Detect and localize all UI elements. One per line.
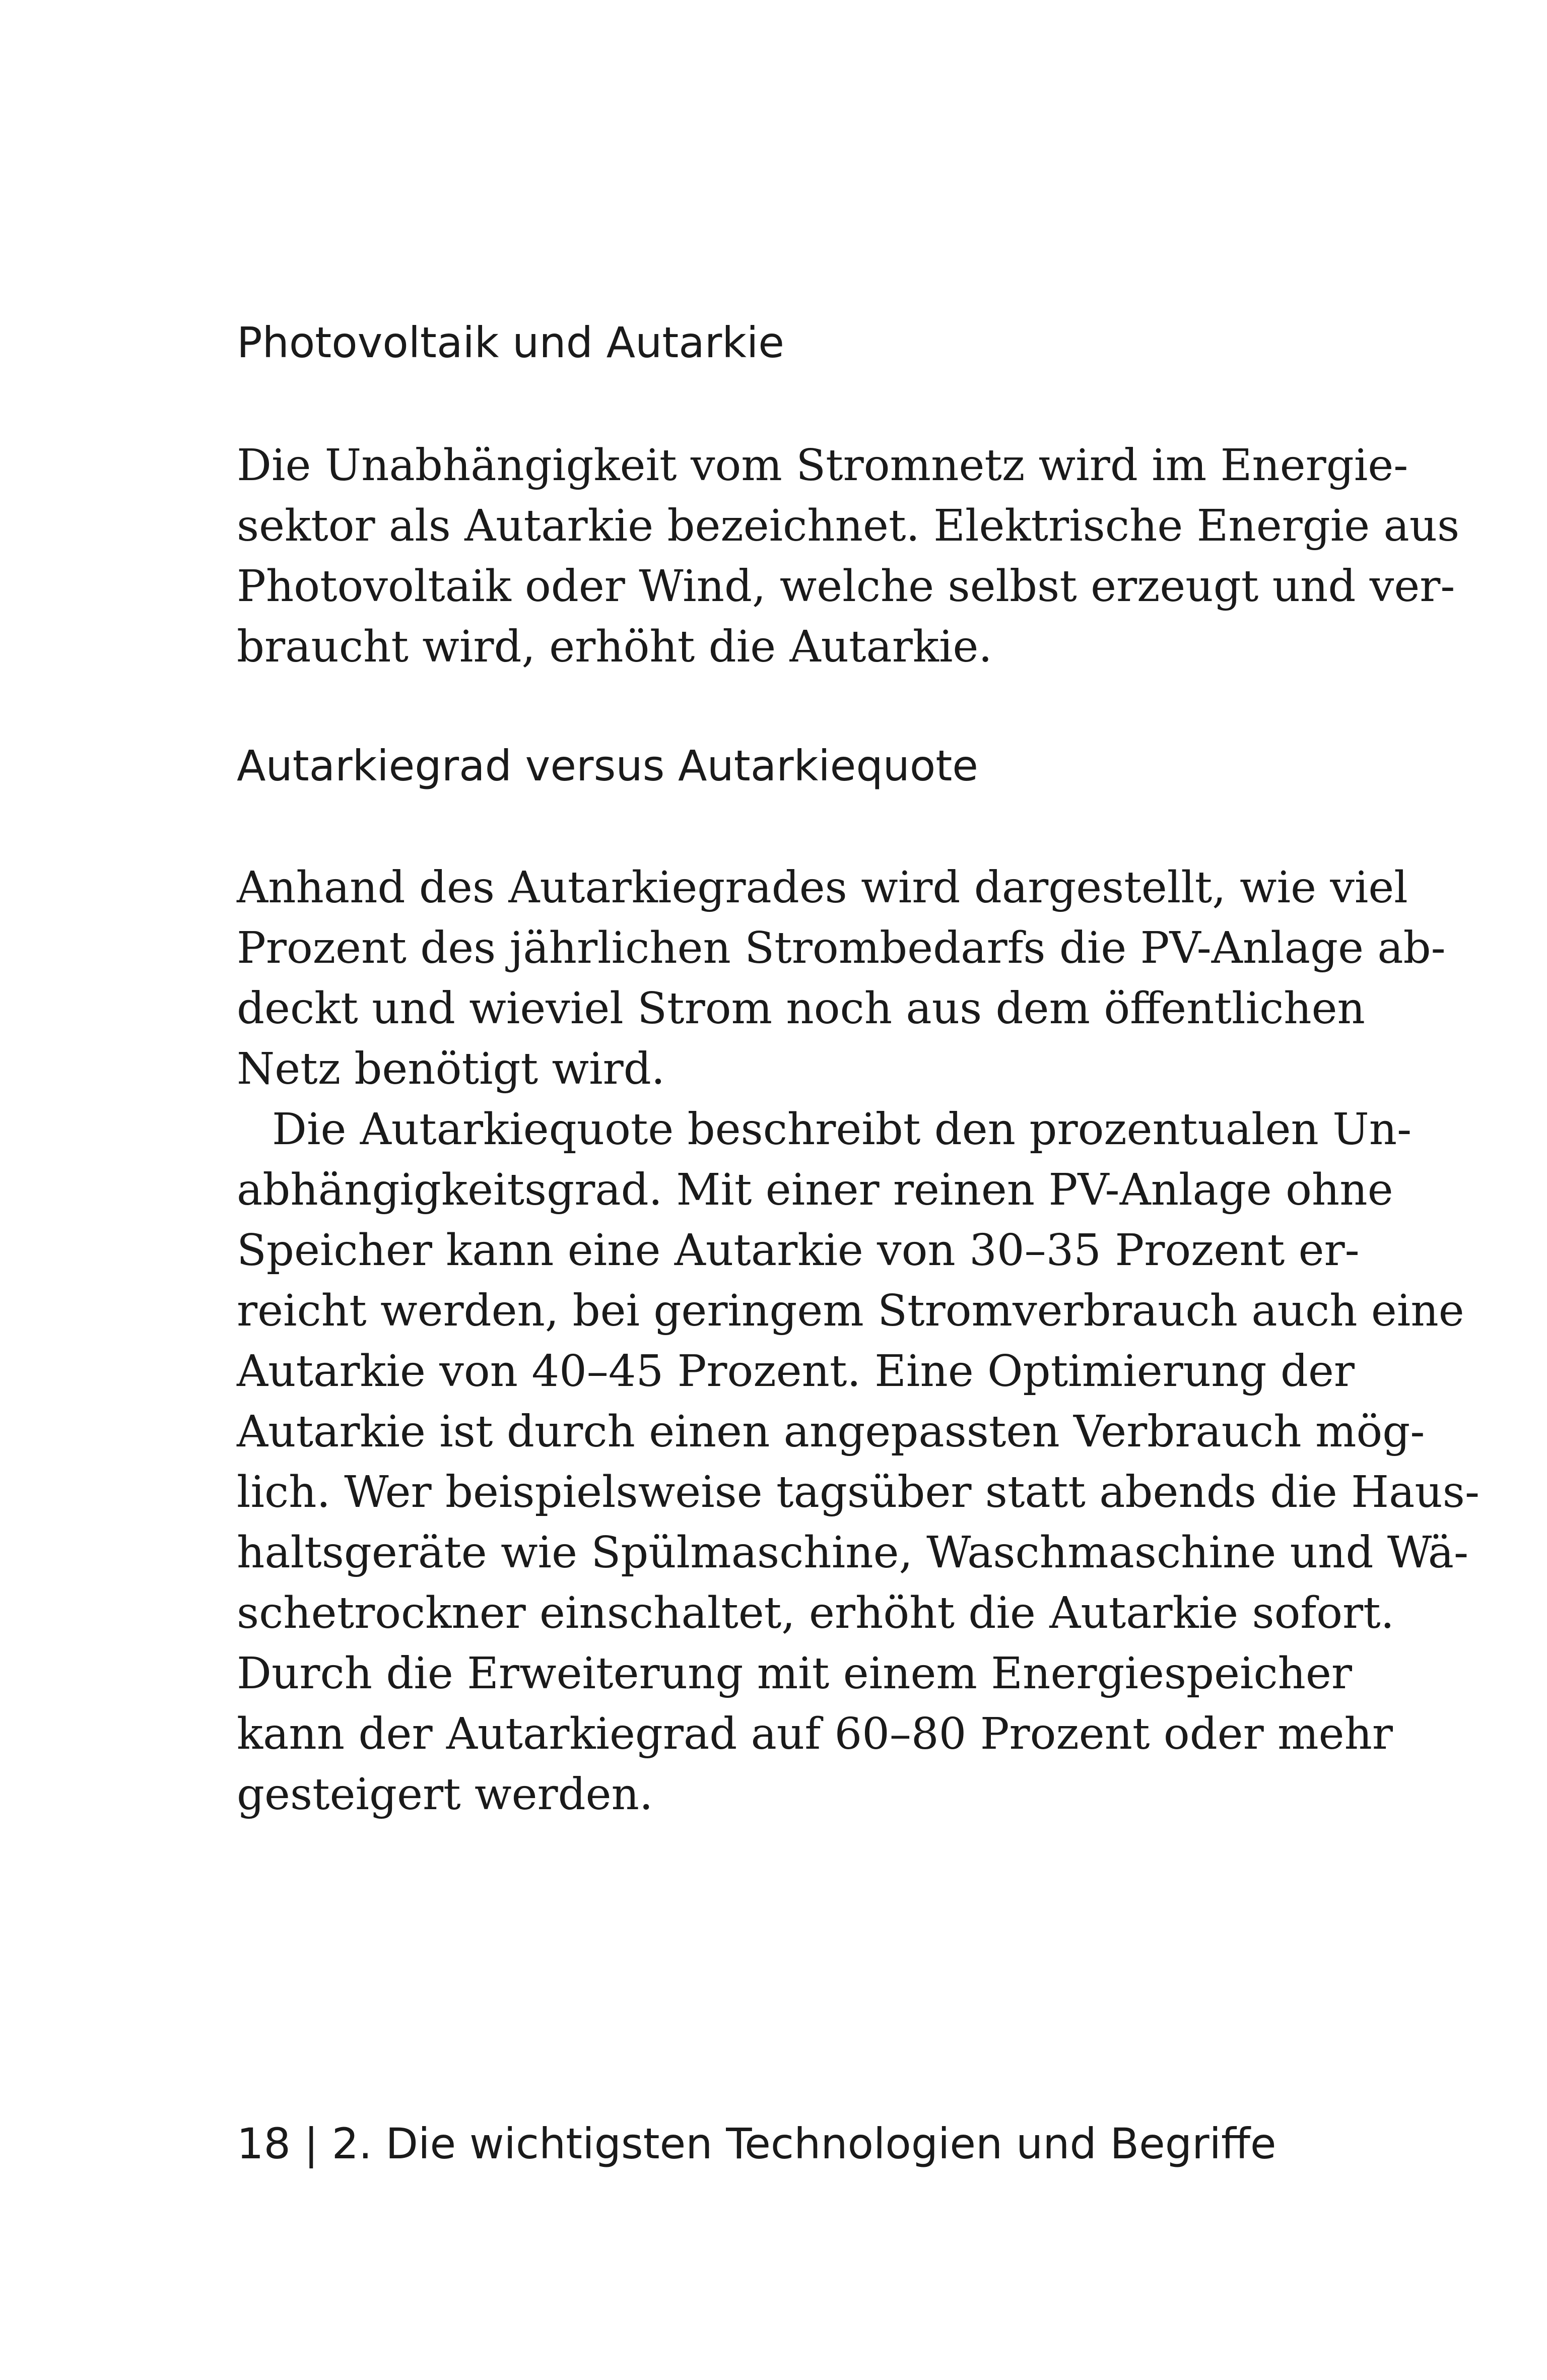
text-line: gesteigert werden.: [237, 1769, 653, 1820]
text-line: Photovoltaik oder Wind, welche selbst erzeugt und ver-: [237, 561, 1455, 612]
text-line: Die Autarkiequote beschreibt den prozentualen Un-: [272, 1104, 1412, 1155]
text-line: Anhand des Autarkiegrades wird dargestellt, wie viel: [237, 863, 1408, 913]
text-line: Die Unabhängigkeit vom Stromnetz wird im Energie-: [237, 440, 1408, 491]
paragraph-autarkiegrad: [237, 857, 1446, 1099]
text-line: abhängigkeitsgrad. Mit einer reinen PV-Anlage ohne: [237, 1165, 1393, 1215]
text-line: braucht wird, erhöht die Autarkie.: [237, 622, 992, 672]
text-line: kann der Autarkiegrad auf 60–80 Prozent oder mehr: [237, 1709, 1393, 1759]
text-line: Autarkie von 40–45 Prozent. Eine Optimierung der: [237, 1346, 1355, 1397]
text-line: reicht werden, bei geringem Stromverbrauch auch eine: [237, 1286, 1464, 1336]
text-line: schetrockner einschaltet, erhöht die Autarkie sofort.: [237, 1588, 1395, 1638]
paragraph-autarkie-intro: [237, 435, 1460, 677]
text-line: Autarkie ist durch einen angepassten Verbrauch mög-: [237, 1407, 1425, 1457]
text-line: haltsgeräte wie Spülmaschine, Waschmaschine und Wä-: [237, 1528, 1469, 1578]
section-heading-photovoltaik: Photovoltaik und Autarkie: [237, 318, 784, 367]
text-line: Speicher kann eine Autarkie von 30–35 Prozent er-: [237, 1225, 1360, 1276]
text-line: Durch die Erweiterung mit einem Energiespeicher: [237, 1648, 1353, 1699]
text-line: sektor als Autarkie bezeichnet. Elektrische Energie aus: [237, 501, 1460, 551]
text-line: deckt und wieviel Strom noch aus dem öffentlichen: [237, 983, 1365, 1034]
text-line: Prozent des jährlichen Strombedarfs die PV-Anlage ab-: [237, 923, 1446, 973]
text-line: lich. Wer beispielsweise tagsüber statt abends die Haus-: [237, 1467, 1479, 1517]
section-heading-autarkiegrad: Autarkiegrad versus Autarkiequote: [237, 741, 978, 790]
paragraph-autarkiequote: [237, 1099, 1479, 1825]
page-footer: 18 | 2. Die wichtigsten Technologien und Begriffe: [237, 2119, 1276, 2168]
text-line: Netz benötigt wird.: [237, 1044, 665, 1094]
